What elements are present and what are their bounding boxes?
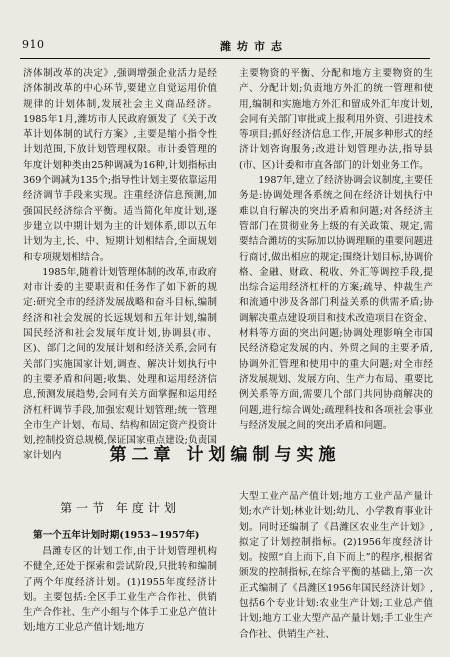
paragraph: 主要物资的平衡、分配和地方主要物资的生产、分配计划;负责地方外汇的统一管理和使用,编制和实施地方外汇和留成外汇年度计划,会同有关部门审批或上报利用外资、引进技术等项目;抓好经济信息工作,开展多种形式的经济计划咨询服务;改进计划管理办法,指导县(市、区)计委和市直各部门的计划业务工作。 [239, 68, 433, 171]
running-head: 潍坊市志 [220, 40, 288, 53]
paragraph: 1985年,随着计划管理体制的改革,市政府对市计委的主要职责和任务作了如下新的规定:研究全市的经济发展战略和奋斗目标,编制经济和社会发展的长远规划和五年计划,编制国民经济和社会发展年度计划,协调县(市、区)、部门之间的发展计划和经济关系,会同有关部门实施国家计划,调查、解决计划执行中的主要矛盾和问题;收集、处理和运用经济信息,预测发展趋势,会同有关方面掌握和运用经济杠杆调节手段,加强宏观计划管理;统一管理全市生产计划、布局、结构和固定资产投资计划,控制投资总规模,保证国家重点建设;负责国家计划内 [23, 266, 217, 462]
paragraph: 昌潍专区的计划工作,由于计划管理机构不健全,还处于探索和尝试阶段,只批转和编制了两个年度经济计划。(1)1955年度经济计划。主要包括:全区手工业生产合作社、供销生产合作社、生产小组与个体手工业总产值计划;地方工业总产值计划;地方 [23, 546, 217, 634]
upper-left-column [23, 66, 217, 464]
lower-right-column [239, 489, 433, 642]
chapter-title: 第二章 计划编制与实施 [109, 445, 341, 465]
lower-left-column [23, 544, 217, 636]
subsection-title: 第一个五年计划时期(1953~1957年) [33, 530, 200, 541]
header-rule [20, 58, 430, 59]
section-title: 第一节 年度计划 [60, 501, 180, 515]
paragraph: 济体制改革的决定》,强调增强企业活力是经济体制改革的中心环节,要建立自觉运用价值规律的计划体制,发展社会主义商品经济。1985年1月,潍坊市人民政府颁发了《关于改革计划体制的试行方案》,主要是缩小指令性计划范围,下放计划管理权限。市计委管理的年度计划种类由25种调减为16种,计划指标由369个调减为135个;指导性计划主要依靠运用经济调节手段来实现。注重经济信息预测,加强国民经济综合平衡。适当简化年度计划,逐步建立以中期计划为主的计划体系,即以五年计划为主,长、中、短期计划相结合,全面规划和专项规划相结合。 [23, 68, 217, 263]
upper-right-column [239, 66, 433, 433]
page-number: 910 [22, 38, 45, 51]
paragraph: 1987年,建立了经济协调会议制度,主要任务是:协调处理各系统之间在经济计划执行中难以自行解决的突出矛盾和问题;对各经济主管部门在贯彻业务上级的有关政策、规定,需要结合潍坊的实际加以协调理顺的重要问题进行商讨,做出相应的规定;围绕计划目标,协调价格、金融、财政、税收、外汇等调控手段,提出综合运用经济杠杆的方案;疏导、仲裁生产和流通中涉及各部门利益关系的供需矛盾;协调解决重点建设项目和技术改造项目在资金、材料等方面的突出问题;协调处理影响全市国民经济稳定发展的内、外贸之间的主要矛盾,协调外汇管理和使用中的重大问题;对全市经济发展规划、发展方向、生产力布局、重要比例关系等方面,需要几个部门共同协商解决的问题,进行综合调处;疏理科技和各项社会事业与经济发展之间的突出矛盾和问题。 [239, 175, 433, 431]
paragraph: 大型工业产品产值计划;地方工业产品产量计划;水产计划;林业计划;幼儿、小学教育事业计划。同时还编制了《昌潍区农业生产计划》,拟定了计划控制指标。(2)1956年度经济计划。按照“自上而下,自下而上”的程序,根据省颁发的控制指标,在综合平衡的基础上,第一次正式编制了《昌潍区1956年国民经济计划》,包括6个专业计划:农业生产计划;工业总产值计划;地方工业大型产品产量计划;手工业生产合作社、供销生产社、 [239, 491, 433, 640]
page-header [22, 38, 430, 56]
